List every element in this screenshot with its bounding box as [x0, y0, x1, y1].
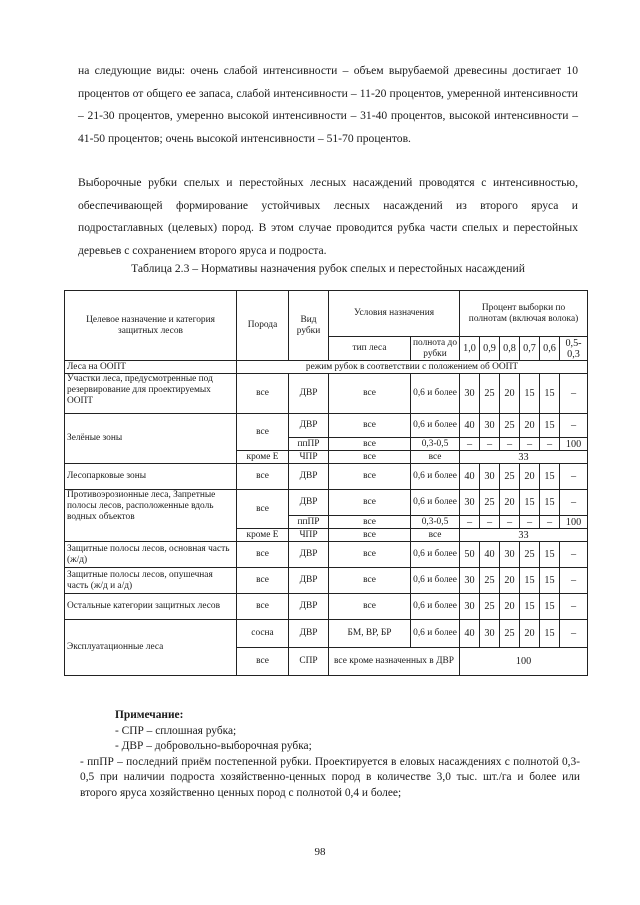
- oopt-mode: режим рубок в соответствии с положением об ООПТ: [237, 361, 588, 374]
- table-row: [65, 490, 588, 516]
- row-density: все: [411, 529, 460, 542]
- row-type: все: [329, 414, 411, 438]
- row-type: все: [329, 374, 411, 414]
- row-species: кроме Е: [237, 529, 289, 542]
- row-cut: СПР: [289, 648, 329, 676]
- header-density-08: 0,8: [500, 337, 520, 361]
- row-value: –: [560, 414, 588, 438]
- row-value: 20: [500, 490, 520, 516]
- row-type: все: [329, 438, 411, 451]
- row-cut: ЧПР: [289, 451, 329, 464]
- row-purpose: Защитные полосы лесов, основная часть (ж/д): [65, 542, 237, 568]
- row-value: 25: [500, 620, 520, 648]
- row-value: 15: [520, 490, 540, 516]
- row-value: –: [520, 438, 540, 451]
- table-row: [65, 568, 588, 594]
- row-cut: ДВР: [289, 594, 329, 620]
- row-cut: ДВР: [289, 542, 329, 568]
- header-cut-type: Вид рубки: [289, 291, 329, 361]
- row-density: 0,6 и более: [411, 464, 460, 490]
- row-value: 40: [480, 542, 500, 568]
- row-type: все: [329, 451, 411, 464]
- row-species: все: [237, 490, 289, 529]
- row-value: –: [460, 438, 480, 451]
- row-cut: ДВР: [289, 620, 329, 648]
- row-value: 100: [560, 438, 588, 451]
- table-row: [65, 620, 588, 648]
- row-value: 25: [480, 374, 500, 414]
- row-value: 20: [520, 620, 540, 648]
- row-value: 25: [480, 568, 500, 594]
- row-type: все: [329, 542, 411, 568]
- note-title: Примечание:: [115, 709, 184, 721]
- table-row: [65, 374, 588, 414]
- row-species: все: [237, 568, 289, 594]
- row-type: все: [329, 516, 411, 529]
- row-value: 25: [520, 542, 540, 568]
- row-value: 20: [520, 414, 540, 438]
- row-value: 20: [500, 594, 520, 620]
- row-value: –: [480, 516, 500, 529]
- row-density: 0,6 и более: [411, 568, 460, 594]
- row-value: 50: [460, 542, 480, 568]
- row-value: –: [560, 542, 588, 568]
- row-species: все: [237, 414, 289, 451]
- row-density: 0,6 и более: [411, 594, 460, 620]
- row-purpose: Участки леса, предусмотренные под резервирование для проектируемых ООПТ: [65, 374, 237, 414]
- row-type: все: [329, 490, 411, 516]
- row-density: 0,6 и более: [411, 620, 460, 648]
- note-item: - ДВР – добровольно-выборочная рубка;: [115, 740, 312, 752]
- row-species: кроме Е: [237, 451, 289, 464]
- header-forest-type: тип леса: [329, 337, 411, 361]
- row-value: 30: [480, 464, 500, 490]
- row-value: –: [540, 438, 560, 451]
- note-block: [80, 708, 580, 801]
- row-purpose: Зелёные зоны: [65, 414, 237, 464]
- row-value: 15: [520, 568, 540, 594]
- header-density-07: 0,7: [520, 337, 540, 361]
- note-item: - ппПР – последний приём постепенной рубки. Проектируется в еловых насаждениях с полнотой 0,3-0,5 при наличии подроста хозяйственно-ценных пород в количестве 3,0 тыс. шт./га и более или второго яруса хозяйственно ценных пород с полнотой 0,4 и более;: [80, 755, 580, 799]
- row-value: 15: [540, 568, 560, 594]
- row-value: –: [560, 620, 588, 648]
- row-value: 30: [460, 568, 480, 594]
- row-value: 15: [520, 374, 540, 414]
- row-species: все: [237, 464, 289, 490]
- row-cut: ЧПР: [289, 529, 329, 542]
- row-value: 100: [460, 648, 588, 676]
- row-value: 100: [560, 516, 588, 529]
- row-density: 0,6 и более: [411, 374, 460, 414]
- row-density: 0,3-0,5: [411, 438, 460, 451]
- table-row: [65, 594, 588, 620]
- row-type: все: [329, 529, 411, 542]
- row-value: 15: [540, 464, 560, 490]
- row-value: –: [500, 516, 520, 529]
- row-cut: ДВР: [289, 490, 329, 516]
- table-row: [65, 414, 588, 438]
- body-paragraph-1: на следующие виды: очень слабой интенсивности – объем вырубаемой древесины достигает 10 процентов от общего ее запаса, слабой интенсивности – 11-20 процентов, умеренной интенсивности – 21-30 процентов, умеренно высокой интенсивности – 31-40 процентов, высокой интенсивности – 41-50 процентов; очень высокой интенсивности – 51-70 процентов.: [78, 64, 578, 145]
- row-value: 33: [460, 529, 588, 542]
- row-value: 15: [540, 490, 560, 516]
- row-density: 0,6 и более: [411, 414, 460, 438]
- row-value: –: [560, 490, 588, 516]
- row-value: –: [560, 464, 588, 490]
- row-cut: ппПР: [289, 438, 329, 451]
- row-value: 40: [460, 464, 480, 490]
- row-value: 30: [460, 594, 480, 620]
- row-type: все: [329, 464, 411, 490]
- row-species: сосна: [237, 620, 289, 648]
- row-value: –: [560, 374, 588, 414]
- row-value: 20: [500, 374, 520, 414]
- note-item: - СПР – сплошная рубка;: [115, 724, 237, 737]
- row-value: 15: [540, 542, 560, 568]
- row-value: 15: [540, 374, 560, 414]
- norms-table: [64, 290, 588, 676]
- row-value: 30: [480, 414, 500, 438]
- header-purpose: Целевое назначение и категория защитных лесов: [65, 291, 237, 361]
- page-number: 98: [314, 846, 326, 858]
- row-purpose: Остальные категории защитных лесов: [65, 594, 237, 620]
- row-cut: ДВР: [289, 414, 329, 438]
- row-species: все: [237, 374, 289, 414]
- header-density-05: 0,5-0,3: [560, 337, 588, 361]
- row-value: –: [540, 516, 560, 529]
- row-value: –: [560, 594, 588, 620]
- row-value: –: [500, 438, 520, 451]
- header-density-06: 0,6: [540, 337, 560, 361]
- row-cut: ДВР: [289, 464, 329, 490]
- table-row: [65, 464, 588, 490]
- row-value: 25: [480, 594, 500, 620]
- row-value: 15: [520, 594, 540, 620]
- row-type: БМ, ВР, БР: [329, 620, 411, 648]
- row-value: –: [460, 516, 480, 529]
- row-purpose: Лесопарковые зоны: [65, 464, 237, 490]
- header-species: Порода: [237, 291, 289, 361]
- row-purpose: Эксплуатационные леса: [65, 620, 237, 676]
- header-density-09: 0,9: [480, 337, 500, 361]
- row-value: 15: [540, 594, 560, 620]
- body-paragraph-2: Выборочные рубки спелых и перестойных лесных насаждений проводятся с интенсивностью, обеспечивающей формирование устойчивых лесных насаждений из второго яруса и подростаглавных (целевых) пород. В этом случае проводится рубка части спелых и перестойных деревьев с сохранением второго яруса и подроста.: [78, 176, 578, 257]
- row-density: все: [411, 451, 460, 464]
- table-caption: Таблица 2.3 – Нормативы назначения рубок спелых и перестойных насаждений: [131, 262, 525, 275]
- table-row: [65, 542, 588, 568]
- row-value: 25: [480, 490, 500, 516]
- row-value: 33: [460, 451, 588, 464]
- header-conditions: Условия назначения: [329, 291, 460, 337]
- header-percent: Процент выборки по полнотам (включая волока): [460, 291, 588, 337]
- row-cut: ДВР: [289, 374, 329, 414]
- row-value: –: [520, 516, 540, 529]
- row-type: все: [329, 594, 411, 620]
- row-cut: ДВР: [289, 568, 329, 594]
- row-purpose: Защитные полосы лесов, опушечная часть (ж/д и а/д): [65, 568, 237, 594]
- row-type: все кроме назначенных в ДВР: [329, 648, 460, 676]
- row-value: 20: [500, 568, 520, 594]
- row-purpose: Противоэрозионные леса, Запретные полосы лесов, расположенные вдоль водных объектов: [65, 490, 237, 542]
- row-value: 25: [500, 414, 520, 438]
- row-cut: ппПР: [289, 516, 329, 529]
- row-value: 30: [480, 620, 500, 648]
- row-value: 15: [540, 620, 560, 648]
- row-value: 40: [460, 620, 480, 648]
- row-value: –: [560, 568, 588, 594]
- row-value: 40: [460, 414, 480, 438]
- row-type: все: [329, 568, 411, 594]
- row-species: все: [237, 648, 289, 676]
- row-value: 20: [520, 464, 540, 490]
- oopt-label: Леса на ООПТ: [65, 361, 237, 374]
- row-species: все: [237, 542, 289, 568]
- row-value: 30: [460, 490, 480, 516]
- header-density-10: 1,0: [460, 337, 480, 361]
- row-value: 25: [500, 464, 520, 490]
- row-density: 0,3-0,5: [411, 516, 460, 529]
- row-value: 30: [460, 374, 480, 414]
- row-value: 30: [500, 542, 520, 568]
- row-density: 0,6 и более: [411, 490, 460, 516]
- row-species: все: [237, 594, 289, 620]
- row-density: 0,6 и более: [411, 542, 460, 568]
- row-value: –: [480, 438, 500, 451]
- row-value: 15: [540, 414, 560, 438]
- header-density: полнота до рубки: [411, 337, 460, 361]
